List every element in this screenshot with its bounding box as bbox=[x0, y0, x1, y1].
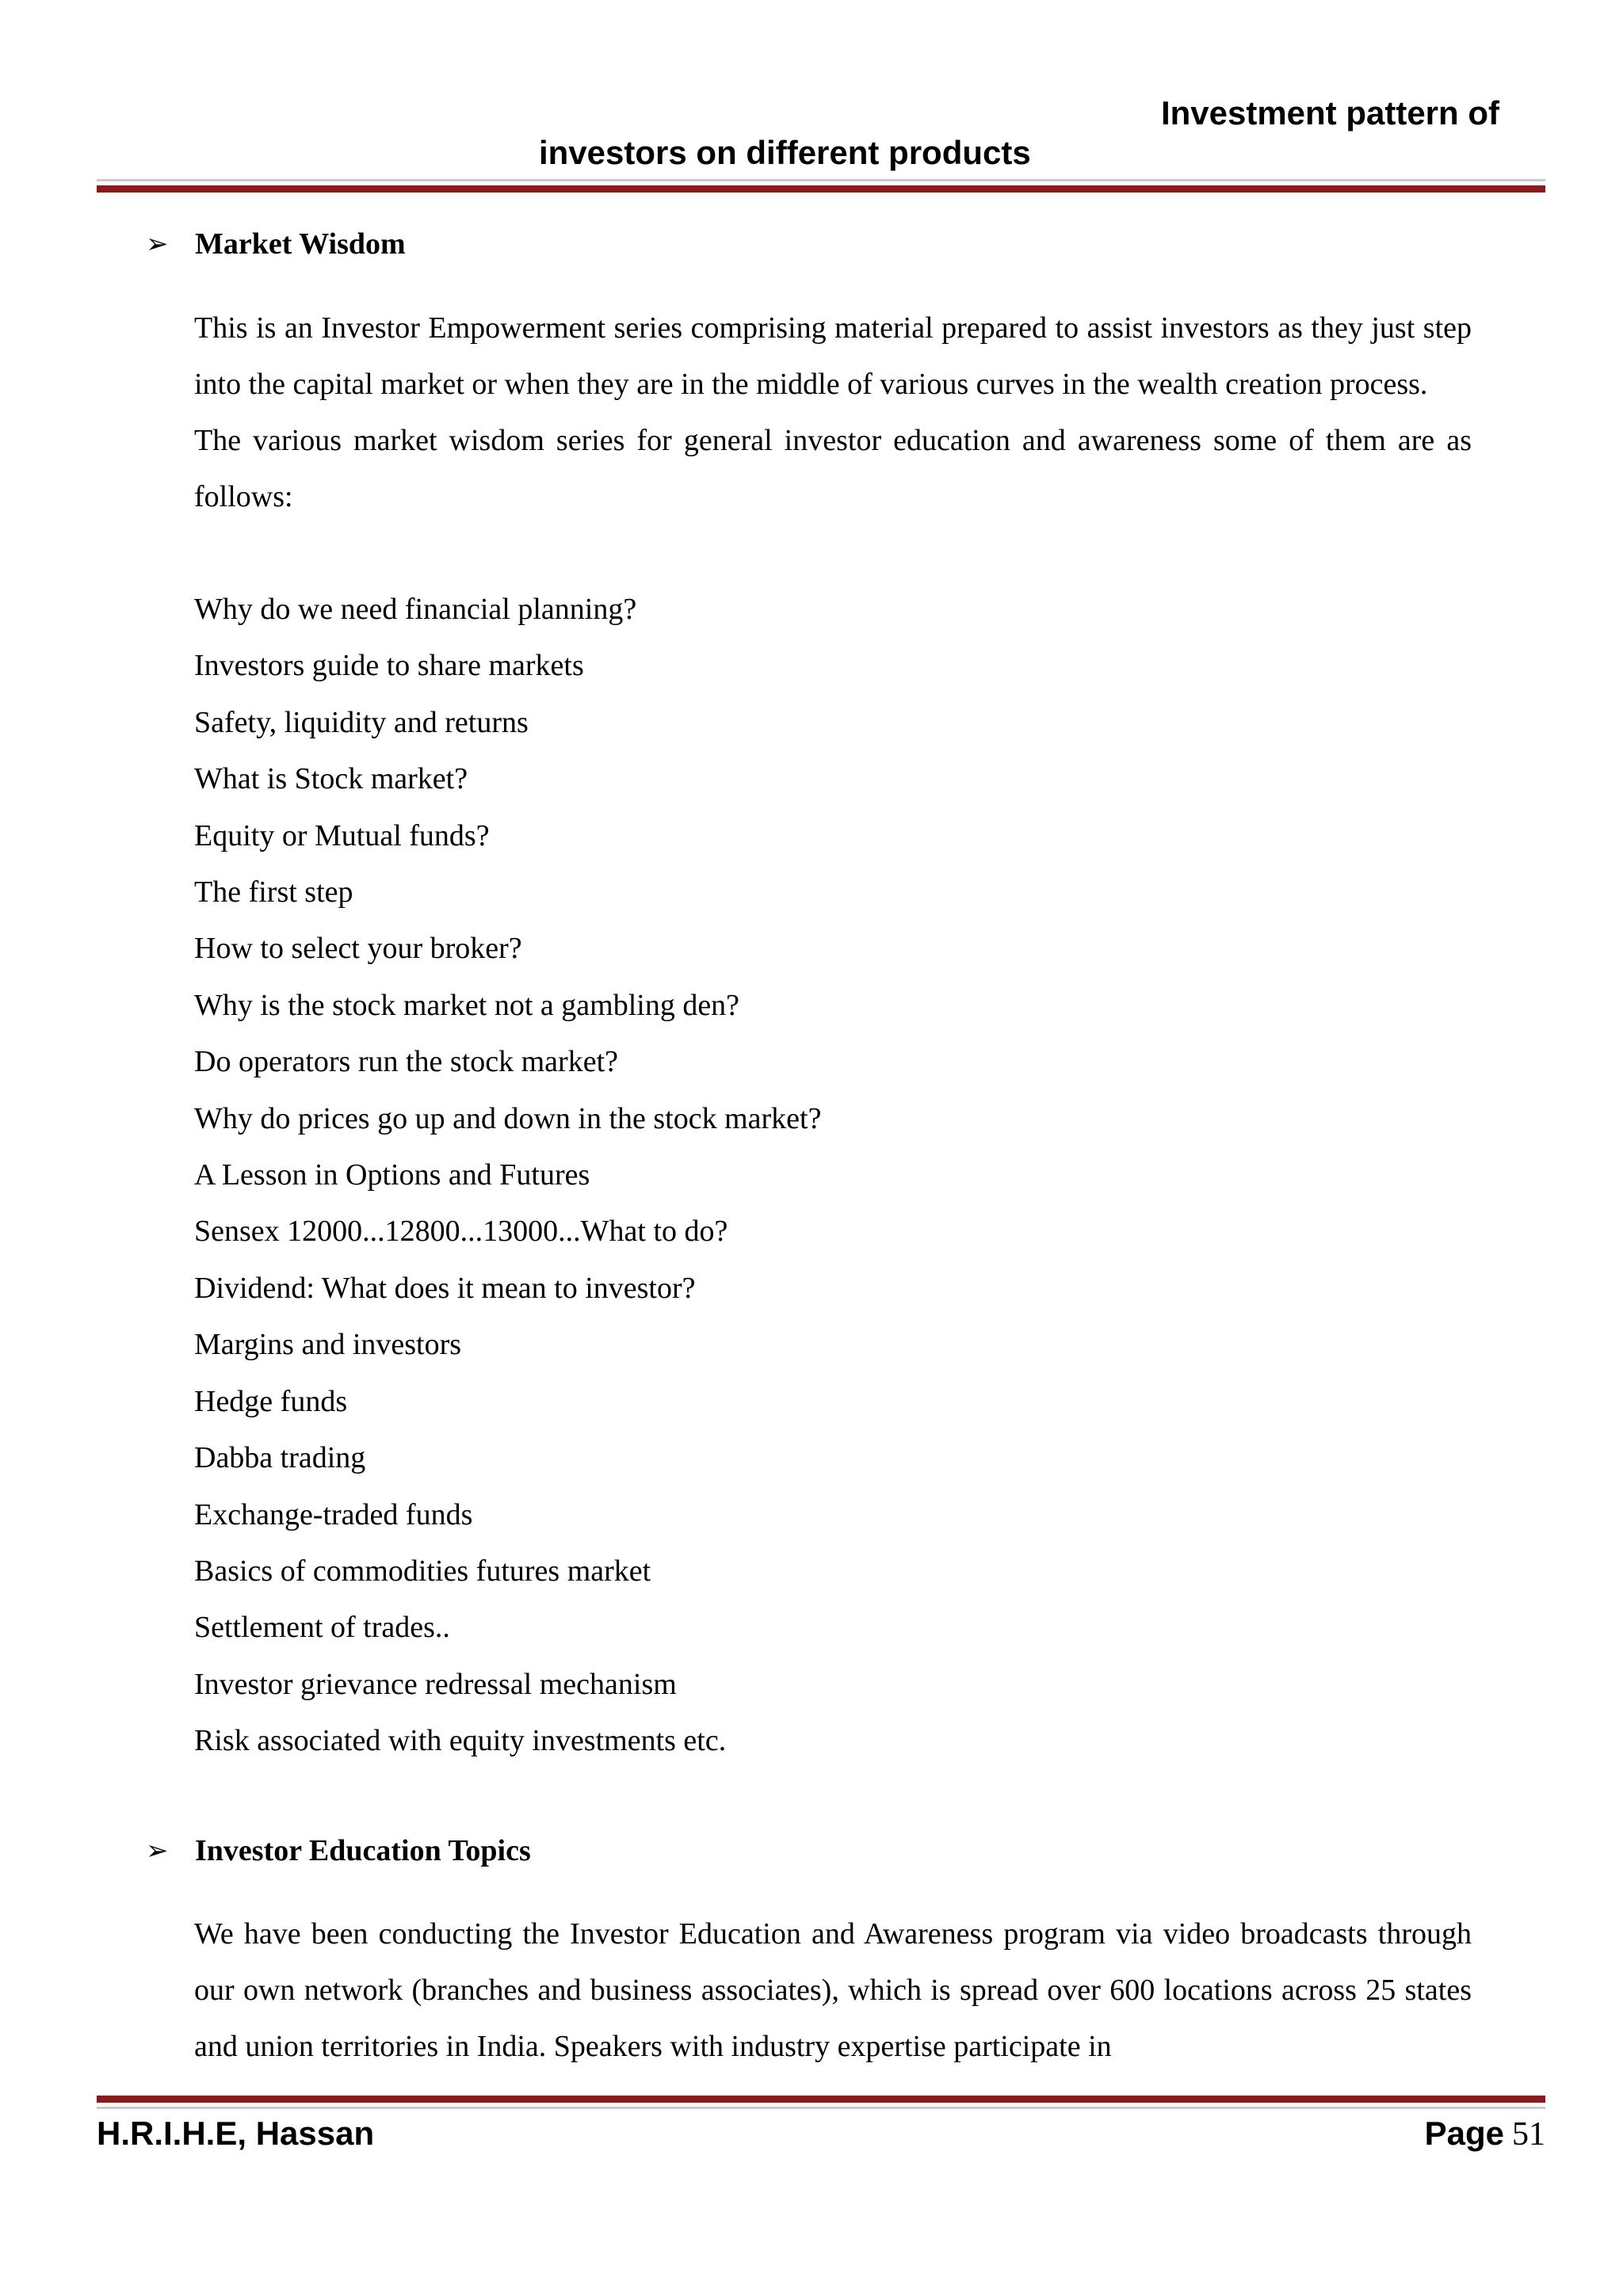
page-header bbox=[97, 93, 1528, 173]
list-item: A Lesson in Options and Futures bbox=[194, 1158, 590, 1192]
list-item: Margins and investors bbox=[194, 1328, 462, 1362]
list-item: Investor grievance redressal mechanism bbox=[194, 1667, 677, 1701]
arrow-bullet-icon: ➢ bbox=[146, 228, 169, 260]
footer-divider bbox=[97, 2096, 1545, 2109]
list-item: Dabba trading bbox=[194, 1441, 366, 1475]
page-number: 51 bbox=[1512, 2116, 1545, 2153]
list-item: Safety, liquidity and returns bbox=[194, 705, 529, 739]
market-wisdom-list bbox=[194, 582, 1472, 1770]
paragraph: We have been conducting the Investor Education and Awareness program via video broadcasts through our own network (branches and business associates), which is spread over 600 locations across 25 states and union territories in India. Speakers with industry expertise participate in bbox=[194, 1917, 1472, 2063]
header-divider bbox=[97, 179, 1545, 193]
footer-institution: H.R.I.H.E, Hassan bbox=[97, 2115, 375, 2152]
investor-education-paragraph bbox=[194, 1906, 1472, 2075]
list-item: Dividend: What does it mean to investor? bbox=[194, 1271, 696, 1305]
section-heading-market-wisdom bbox=[146, 227, 406, 261]
list-item: Investors guide to share markets bbox=[194, 649, 584, 683]
list-item: How to select your broker? bbox=[194, 932, 522, 966]
heading-text: Market Wisdom bbox=[195, 227, 406, 261]
page-label: Page bbox=[1424, 2115, 1504, 2152]
list-item: Why do prices go up and down in the stock market? bbox=[194, 1101, 822, 1135]
list-item: Do operators run the stock market? bbox=[194, 1045, 618, 1079]
list-item: Sensex 12000...12800...13000...What to do? bbox=[194, 1215, 728, 1249]
list-item: Why do we need financial planning? bbox=[194, 593, 637, 626]
list-item: Risk associated with equity investments etc. bbox=[194, 1724, 727, 1758]
list-item: Exchange-traded funds bbox=[194, 1497, 473, 1531]
footer-page bbox=[1425, 2114, 1545, 2154]
arrow-bullet-icon: ➢ bbox=[146, 1835, 169, 1867]
list-item: Hedge funds bbox=[194, 1384, 348, 1418]
list-item: Settlement of trades.. bbox=[194, 1611, 450, 1645]
list-item: Why is the stock market not a gambling den? bbox=[194, 988, 740, 1022]
list-item: What is Stock market? bbox=[194, 762, 468, 796]
paragraph-1: This is an Investor Empowerment series comprising material prepared to assist investors as they just step into the capital market or when they are in the middle of various curves in the wealth creation process. bbox=[194, 311, 1472, 401]
list-item: Equity or Mutual funds? bbox=[194, 818, 490, 852]
paragraph-2: The various market wisdom series for general investor education and awareness some of them are as follows: bbox=[194, 424, 1472, 513]
section-heading-investor-education bbox=[146, 1833, 531, 1868]
heading-text: Investor Education Topics bbox=[195, 1834, 531, 1867]
header-title-line2: investors on different products bbox=[539, 134, 1031, 171]
market-wisdom-intro bbox=[194, 300, 1472, 525]
list-item: The first step bbox=[194, 875, 353, 910]
list-item: Basics of commodities futures market bbox=[194, 1554, 651, 1588]
header-title-line1: Investment pattern of bbox=[1160, 94, 1499, 132]
